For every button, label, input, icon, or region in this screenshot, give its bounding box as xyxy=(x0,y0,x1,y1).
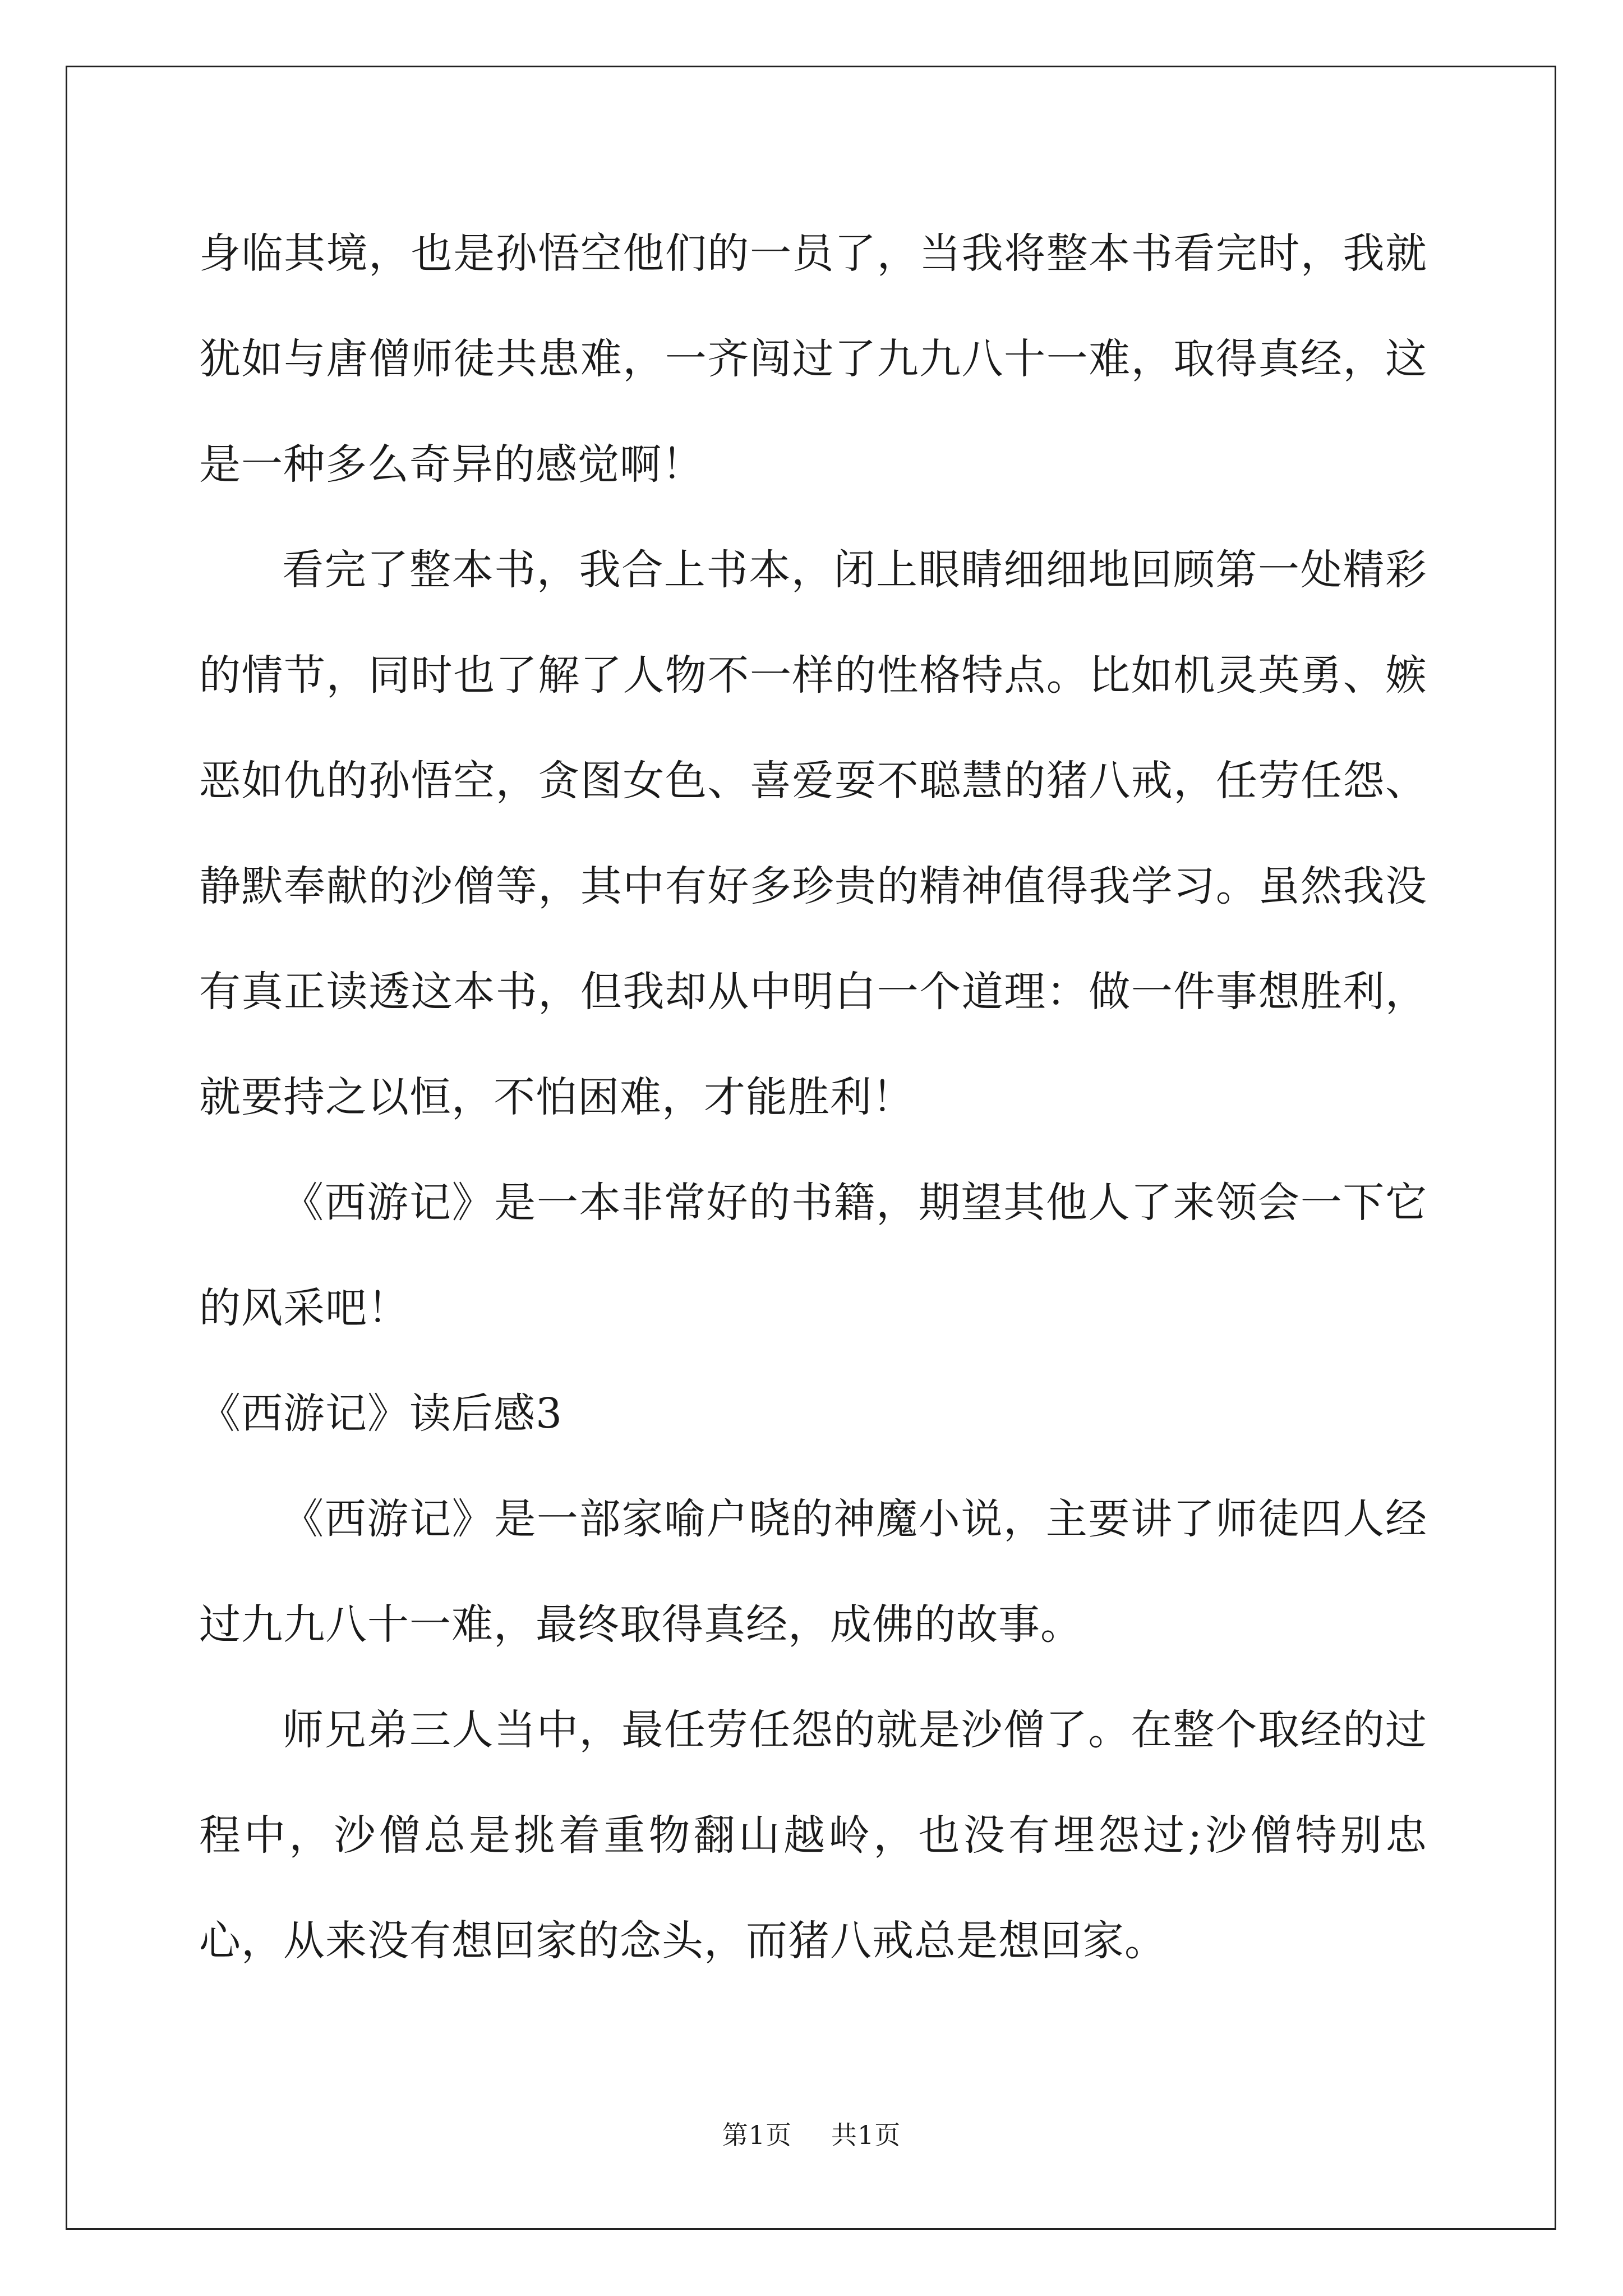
page-total: 共1页 xyxy=(831,2120,901,2150)
document-body xyxy=(199,201,1427,1994)
paragraph-2: 看完了整本书，我合上书本，闭上眼睛细细地回顾第一处精彩的情节，同时也了解了人物不一样的性格特点。比如机灵英勇、嫉恶如仇的孙悟空，贪图女色、喜爱耍不聪慧的猪八戒，任劳任怨、静默奉献的沙僧等，其中有好多珍贵的精神值得我学习。虽然我没有真正读透这本书，但我却从中明白一个道理：做一件事想胜利，就要持之以恒，不怕困难，才能胜利！ xyxy=(199,546,1427,1121)
page-number: 第1页 xyxy=(722,2120,792,2150)
paragraph-3: 《西游记》是一本非常好的书籍，期望其他人了来领会一下它的风采吧！ xyxy=(199,1179,1427,1332)
paragraph-4: 《西游记》是一部家喻户晓的神魔小说，主要讲了师徒四人经过九九八十一难，最终取得真经，成佛的故事。 xyxy=(199,1495,1427,1649)
section-heading: 《西游记》读后感3 xyxy=(199,1389,563,1438)
page-footer xyxy=(0,2115,1623,2152)
paragraph-1: 身临其境，也是孙悟空他们的一员了，当我将整本书看完时，我就犹如与唐僧师徒共患难，一齐闯过了九九八十一难，取得真经，这是一种多么奇异的感觉啊！ xyxy=(199,229,1427,489)
paragraph-5: 师兄弟三人当中，最任劳任怨的就是沙僧了。在整个取经的过程中，沙僧总是挑着重物翻山越岭，也没有埋怨过;沙僧特别忠心，从来没有想回家的念头，而猪八戒总是想回家。 xyxy=(199,1706,1427,1965)
